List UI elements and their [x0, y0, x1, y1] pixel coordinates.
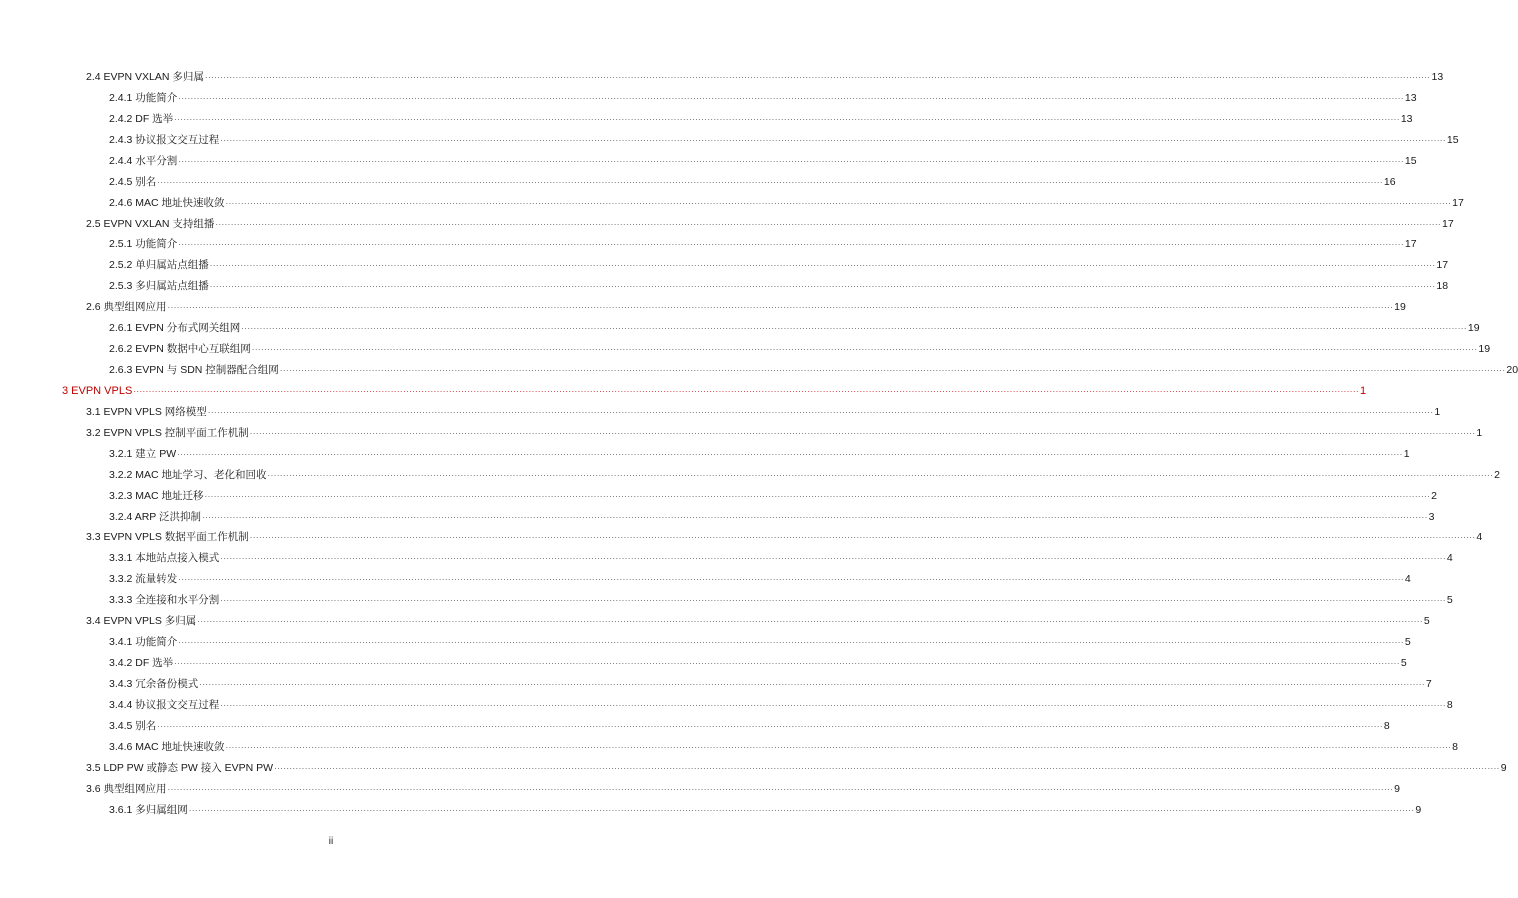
toc-entry-page: 17: [1404, 238, 1417, 251]
toc-leader-dots: ················································································································································································································································································································································································································: [178, 575, 1404, 585]
toc-entry-page: 19: [1478, 343, 1491, 356]
toc-entry-title: 3.4 EVPN VPLS 多归属: [86, 615, 197, 628]
toc-leader-dots: ················································································································································································································································································································································································································: [174, 659, 1400, 669]
toc-leader-dots: ················································································································································································································································································································································································································: [202, 512, 1428, 522]
toc-entry-page: 13: [1404, 91, 1417, 104]
toc-entry-3-2-1[interactable]: [109, 447, 1410, 462]
toc-entry-2-4[interactable]: [86, 70, 1444, 85]
toc-entry-title: 2.4.5 别名: [109, 175, 157, 188]
toc-entry-title: 3.2.3 MAC 地址迁移: [109, 489, 204, 502]
toc-entry-2-4-6[interactable]: [109, 196, 1464, 211]
toc-entry-3-6[interactable]: [86, 782, 1400, 797]
toc-entry-title: 2.5.2 单归属站点组播: [109, 259, 209, 272]
toc-entry-page: 5: [1423, 615, 1430, 628]
toc-entry-title: 2.5 EVPN VXLAN 支持组播: [86, 217, 215, 230]
toc-entry-title: 3 EVPN VPLS: [62, 384, 133, 397]
toc-leader-dots: ················································································································································································································································································································································································································: [225, 742, 1452, 752]
toc-entry-2-4-1[interactable]: [109, 91, 1417, 106]
toc-entry-title: 2.4.1 功能简介: [109, 91, 178, 104]
toc-leader-dots: ················································································································································································································································································································································································································: [133, 386, 1359, 396]
toc-entry-page: 5: [1404, 636, 1411, 649]
toc-entry-3-4-5[interactable]: [109, 719, 1390, 734]
toc-entry-page: 19: [1467, 322, 1480, 335]
toc-entry-page: 2: [1494, 468, 1500, 481]
toc-leader-dots: ················································································································································································································································································································································································································: [220, 554, 1446, 564]
toc-entry-page: 13: [1431, 71, 1444, 83]
toc-leader-dots: ················································································································································································································································································································································································································: [225, 198, 1452, 208]
toc-leader-dots: ················································································································································································································································································································································································································: [209, 261, 1436, 271]
toc-entry-title: 3.5 LDP PW 或静态 PW 接入 EVPN PW: [86, 761, 274, 774]
toc-entry-title: 3.4.1 功能简介: [109, 636, 178, 649]
toc-leader-dots: ················································································································································································································································································································································································································: [249, 533, 1476, 543]
toc-entry-3-2-3[interactable]: [109, 489, 1437, 504]
page-number: ii: [328, 836, 334, 847]
toc-entry-title: 3.2.1 建立 PW: [109, 447, 177, 460]
toc-entry-page: 15: [1446, 133, 1459, 146]
toc-entry-title: 2.4.6 MAC 地址快速收敛: [109, 196, 225, 209]
toc-leader-dots: ················································································································································································································································································································································································································: [241, 324, 1467, 334]
toc-entry-page: 17: [1452, 196, 1464, 209]
toc-entry-2-4-2[interactable]: [109, 112, 1413, 127]
toc-leader-dots: ················································································································································································································································································································································································································: [220, 596, 1446, 606]
toc-leader-dots: ················································································································································································································································································································································································································: [178, 156, 1404, 166]
toc-leader-dots: ················································································································································································································································································································································································································: [267, 470, 1494, 480]
toc-entry-3-1[interactable]: [86, 405, 1441, 420]
toc-entry-2-4-3[interactable]: [109, 133, 1459, 148]
toc-entry-3-3-1[interactable]: [109, 551, 1453, 566]
toc-leader-dots: ················································································································································································································································································································································································································: [178, 240, 1404, 250]
toc-entry-page: 13: [1400, 112, 1413, 125]
toc-entry-3-3-3[interactable]: [109, 593, 1453, 608]
toc-entry-title: 3.3.1 本地站点接入模式: [109, 552, 220, 565]
toc-entry-page: 1: [1434, 405, 1441, 418]
toc-entry-3-4[interactable]: [86, 614, 1430, 629]
toc-entry-3-2-4[interactable]: [109, 510, 1435, 525]
toc-leader-dots: ················································································································································································································································································································································································································: [157, 177, 1383, 187]
toc-entry-3-3-2[interactable]: [109, 572, 1411, 587]
toc-entry-3-4-6[interactable]: [109, 740, 1458, 755]
toc-entry-title: 3.6.1 多归属组网: [109, 803, 188, 816]
toc-entry-page: 9: [1394, 782, 1400, 795]
toc-leader-dots: ················································································································································································································································································································································································································: [274, 763, 1500, 773]
toc-entry-2-5-3[interactable]: [109, 279, 1449, 294]
toc-leader-dots: ················································································································································································································································································································································································································: [204, 73, 1431, 82]
toc-entry-page: 15: [1404, 154, 1417, 167]
toc-entry-3-2-2[interactable]: [109, 468, 1500, 483]
toc-entry-page: 3: [1428, 510, 1435, 523]
toc-entry-2-5[interactable]: [86, 217, 1454, 232]
toc-leader-dots: ················································································································································································································································································································································································································: [220, 135, 1446, 145]
toc-entry-page: 8: [1446, 698, 1453, 711]
toc-leader-dots: ················································································································································································································································································································································································································: [209, 282, 1436, 292]
toc-entry-2-4-5[interactable]: [109, 175, 1396, 190]
toc-entry-3[interactable]: [62, 384, 1367, 399]
toc-leader-dots: ················································································································································································································································································································································································································: [197, 617, 1423, 627]
toc-leader-dots: ················································································································································································································································································································································································································: [251, 345, 1478, 355]
toc-entry-page: 4: [1446, 552, 1453, 565]
toc-entry-page: 4: [1404, 573, 1411, 586]
toc-entry-title: 3.4.5 别名: [109, 719, 157, 732]
toc-entry-title: 3.4.4 协议报文交互过程: [109, 698, 220, 711]
toc-entry-page: 7: [1425, 677, 1432, 690]
toc-entry-3-3[interactable]: [86, 530, 1483, 545]
toc-entry-title: 2.5.3 多归属站点组播: [109, 280, 209, 293]
toc-entry-title: 3.4.3 冗余备份模式: [109, 677, 199, 690]
toc-leader-dots: ················································································································································································································································································································································································································: [279, 366, 1506, 376]
toc-entry-title: 2.4.2 DF 选举: [109, 112, 174, 125]
toc-entry-3-4-4[interactable]: [109, 698, 1453, 713]
toc-entry-2-5-2[interactable]: [109, 258, 1449, 273]
toc-entry-title: 2.6.1 EVPN 分布式网关组网: [109, 322, 241, 335]
toc-entry-3-4-1[interactable]: [109, 635, 1411, 650]
toc-entry-page: 8: [1452, 740, 1458, 753]
toc-entry-2-5-1[interactable]: [109, 237, 1417, 252]
toc-leader-dots: ················································································································································································································································································································································································································: [188, 805, 1415, 815]
toc-entry-2-6-3[interactable]: [109, 363, 1518, 378]
toc-entry-title: 3.6 典型组网应用: [86, 782, 167, 795]
toc-leader-dots: ················································································································································································································································································································································································································: [220, 700, 1446, 710]
toc-entry-title: 3.2 EVPN VPLS 控制平面工作机制: [86, 426, 249, 439]
toc-entry-page: 17: [1436, 259, 1449, 272]
toc-entry-page: 16: [1383, 175, 1396, 188]
toc-entry-2-6-2[interactable]: [109, 342, 1491, 357]
toc-entry-page: 5: [1446, 594, 1453, 607]
toc-leader-dots: ················································································································································································································································································································································································································: [249, 428, 1476, 438]
toc-entry-title: 2.4.4 水平分割: [109, 154, 178, 167]
toc-entry-2-6-1[interactable]: [109, 321, 1480, 336]
toc-entry-title: 2.6 典型组网应用: [86, 301, 167, 314]
toc-leader-dots: ················································································································································································································································································································································································································: [215, 219, 1441, 229]
toc-leader-dots: ················································································································································································································································································································································································································: [178, 93, 1404, 103]
toc-entry-3-6-1[interactable]: [109, 803, 1422, 818]
toc-entry-page: 18: [1436, 280, 1449, 293]
toc-entry-3-4-3[interactable]: [109, 677, 1432, 692]
toc-entry-page: 17: [1442, 217, 1454, 230]
toc-entry-page: 8: [1383, 719, 1390, 732]
toc-leader-dots: ················································································································································································································································································································································································································: [178, 638, 1404, 648]
toc-entry-page: 9: [1415, 803, 1422, 816]
toc-leader-dots: ················································································································································································································································································································································································································: [167, 784, 1394, 794]
toc-entry-title: 3.4.6 MAC 地址快速收敛: [109, 740, 225, 753]
toc-entry-title: 3.2.4 ARP 泛洪抑制: [109, 510, 202, 523]
toc-entry-title: 3.3.3 全连接和水平分割: [109, 594, 220, 607]
toc-leader-dots: ················································································································································································································································································································································································································: [204, 491, 1431, 501]
toc-leader-dots: ················································································································································································································································································································································································································: [157, 721, 1383, 731]
toc-entry-page: 4: [1476, 531, 1483, 544]
toc-entry-title: 3.3.2 流量转发: [109, 573, 178, 586]
toc-entry-3-2[interactable]: [86, 426, 1483, 441]
toc-entry-page: 1: [1476, 426, 1483, 439]
toc-entry-title: 3.3 EVPN VPLS 数据平面工作机制: [86, 531, 249, 544]
toc-entry-title: 2.6.2 EVPN 数据中心互联组网: [109, 343, 251, 356]
toc-entry-page: 20: [1506, 364, 1518, 377]
toc-leader-dots: ················································································································································································································································································································································································································: [199, 679, 1425, 689]
toc-entry-page: 2: [1431, 489, 1437, 502]
toc-entry-page: 1: [1403, 447, 1410, 460]
toc-leader-dots: ················································································································································································································································································································································································································: [174, 114, 1400, 124]
toc-entry-3-4-2[interactable]: [109, 656, 1407, 671]
toc-entry-3-5[interactable]: [86, 761, 1507, 776]
toc-entry-page: 1: [1359, 384, 1367, 397]
toc-entry-title: 3.4.2 DF 选举: [109, 657, 174, 670]
toc-entry-title: 2.4.3 协议报文交互过程: [109, 133, 220, 146]
toc-entry-2-6[interactable]: [86, 300, 1406, 315]
toc-entry-title: 3.2.2 MAC 地址学习、老化和回收: [109, 468, 267, 481]
toc-entry-title: 2.6.3 EVPN 与 SDN 控制器配合组网: [109, 364, 279, 377]
toc-entry-title: 2.5.1 功能简介: [109, 238, 178, 251]
toc-entry-2-4-4[interactable]: [109, 154, 1417, 169]
toc-entry-page: 5: [1400, 657, 1407, 670]
toc-entry-title: 3.1 EVPN VPLS 网络模型: [86, 405, 207, 418]
toc-leader-dots: ················································································································································································································································································································································································································: [207, 407, 1434, 417]
toc-leader-dots: ················································································································································································································································································································································································································: [167, 303, 1394, 313]
toc-entry-title: 2.4 EVPN VXLAN 多归属: [86, 71, 204, 83]
toc-entry-page: 19: [1394, 301, 1406, 314]
toc-leader-dots: ················································································································································································································································································································································································································: [177, 449, 1403, 459]
toc-entry-page: 9: [1500, 761, 1507, 774]
